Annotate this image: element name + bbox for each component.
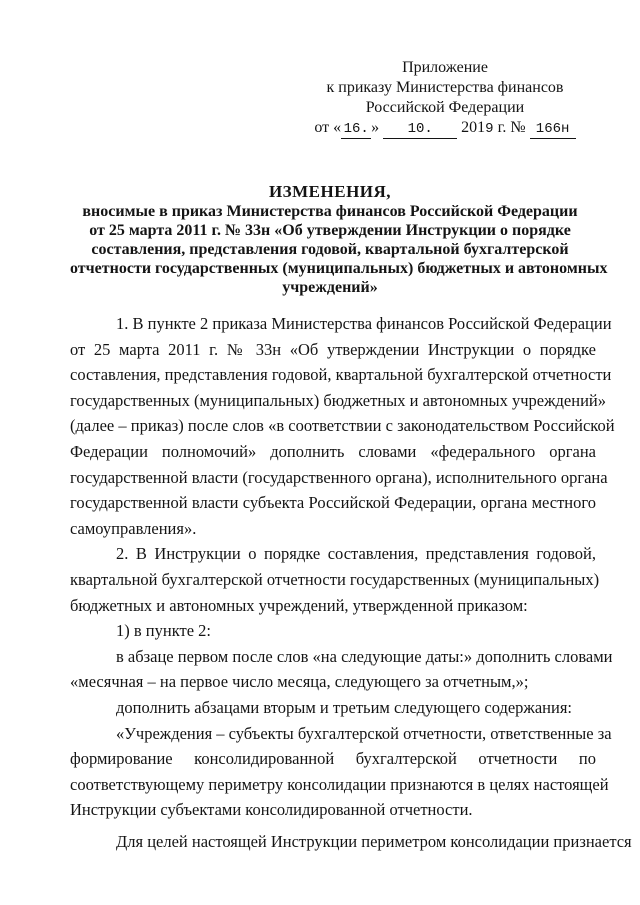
appendix-date-line bbox=[300, 118, 590, 139]
title-line: вносимые в приказ Министерства финансов Российской Федерации bbox=[82, 203, 578, 220]
paragraph-4-line: в абзаце первом после слов «на следующие даты:» дополнить словами bbox=[116, 646, 613, 666]
paragraph-1-line: государственной власти (государственного органа), исполнительного органа bbox=[70, 467, 608, 487]
title-line: отчетности государственных (муниципальных) бюджетных и автономных bbox=[70, 260, 608, 277]
paragraph-1-line: от 25 марта 2011 г. № 33н «Об утверждении Инструкции о порядке bbox=[70, 339, 596, 359]
paragraph-2-line: бюджетных и автономных учреждений, утвержденной приказом: bbox=[70, 595, 528, 615]
paragraph-1-line: самоуправления». bbox=[70, 518, 197, 538]
title-line: составления, представления годовой, квартальной бухгалтерской bbox=[91, 241, 569, 258]
paragraph-6-line: «Учреждения – субъекты бухгалтерской отчетности, ответственные за bbox=[116, 723, 612, 743]
appendix-block bbox=[300, 58, 590, 139]
date-prefix: от « bbox=[314, 119, 342, 136]
document-body bbox=[70, 311, 632, 854]
appendix-title: Приложение bbox=[402, 59, 488, 76]
paragraph-1-line: государственной власти субъекта Российской Федерации, органа местного bbox=[70, 493, 596, 513]
date-month: 10. bbox=[383, 121, 457, 139]
appendix-ministry: Российской Федерации bbox=[365, 99, 525, 116]
document-title bbox=[70, 182, 608, 297]
title-heading: ИЗМЕНЕНИЯ, bbox=[268, 182, 392, 201]
paragraph-1-line: (далее – приказ) после слов «в соответствии с законодательством Российской bbox=[70, 416, 615, 436]
paragraph-1-line: 1. В пункте 2 приказа Министерства финансов Российской Федерации bbox=[116, 314, 612, 333]
paragraph-1-line: Федерации полномочий» дополнить словами «федерального органа bbox=[70, 441, 596, 461]
date-year-prefix: 201 bbox=[461, 119, 486, 136]
title-line: учреждений» bbox=[282, 279, 378, 296]
date-suffix: г. № bbox=[493, 119, 526, 136]
date-year-digit: 9 bbox=[485, 121, 494, 137]
title-line: от 25 марта 2011 г. № 33н «Об утверждении Инструкции о порядке bbox=[89, 222, 571, 239]
date-quote-close: » bbox=[371, 119, 380, 136]
paragraph-6-line: соответствующему периметру консолидации признаются в целях настоящей bbox=[70, 774, 609, 794]
paragraph-5: дополнить абзацами вторым и третьим следующего содержания: bbox=[116, 697, 572, 717]
paragraph-6-line: формирование консолидированной бухгалтерской отчетности по bbox=[70, 749, 596, 769]
paragraph-6-line: Инструкции субъектами консолидированной отчетности. bbox=[70, 800, 473, 820]
paragraph-7: Для целей настоящей Инструкции периметром консолидации признается bbox=[116, 831, 632, 851]
appendix-order-ref: к приказу Министерства финансов bbox=[326, 79, 564, 96]
order-number: 166н bbox=[530, 121, 576, 139]
date-day: 16. bbox=[341, 121, 371, 139]
paragraph-2-line: квартальной бухгалтерской отчетности государственных (муниципальных) bbox=[70, 569, 600, 589]
paragraph-3: 1) в пункте 2: bbox=[116, 621, 211, 641]
paragraph-2-line: 2. В Инструкции о порядке составления, представления годовой, bbox=[116, 544, 596, 564]
paragraph-1-line: государственных (муниципальных) бюджетных и автономных учреждений» bbox=[70, 390, 606, 410]
paragraph-1-line: составления, представления годовой, квартальной бухгалтерской отчетности bbox=[70, 365, 612, 385]
paragraph-4-line: «месячная – на первое число месяца, следующего за отчетным,»; bbox=[70, 672, 529, 692]
